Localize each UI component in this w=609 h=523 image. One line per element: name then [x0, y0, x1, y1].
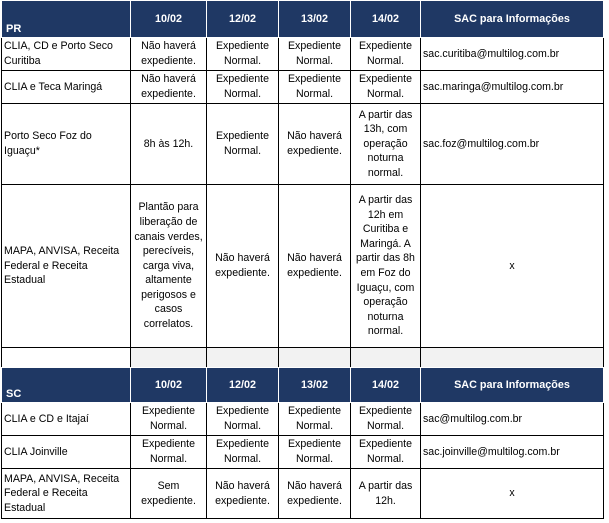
schedule-cell: Expediente Normal.	[279, 403, 351, 436]
schedule-cell: Expediente Normal.	[207, 403, 279, 436]
schedule-cell: Não haverá expediente.	[131, 38, 207, 71]
table-row	[2, 436, 604, 469]
sc-region-label: SC	[2, 368, 131, 403]
schedule-cell: A partir das 13h, com operação noturna normal.	[351, 104, 421, 185]
schedule-cell: Expediente Normal.	[131, 436, 207, 469]
schedule-cell: Expediente Normal.	[351, 403, 421, 436]
location-name: MAPA, ANVISA, Receita Federal e Receita Estadual	[2, 469, 131, 519]
schedule-cell: Expediente Normal.	[279, 436, 351, 469]
sac-email: sac.maringa@multilog.com.br	[421, 71, 604, 104]
sac-email: sac.curitiba@multilog.com.br	[421, 38, 604, 71]
pr-header-sac: SAC para Informações	[421, 1, 604, 38]
sc-header-date-4: 14/02	[351, 368, 421, 403]
location-name: Porto Seco Foz do Iguaçu*	[2, 104, 131, 185]
pr-header-date-3: 13/02	[279, 1, 351, 38]
schedule-cell: A partir das 12h em Curitiba e Maringá. A partir das 8h em Foz do Iguaçu, com operação noturna normal.	[351, 185, 421, 348]
location-name: CLIA, CD e Porto Seco Curitiba	[2, 38, 131, 71]
sc-header-date-2: 12/02	[207, 368, 279, 403]
schedule-cell: Expediente Normal.	[351, 71, 421, 104]
schedule-cell: Não haverá expediente.	[207, 469, 279, 519]
schedule-cell: Não haverá expediente.	[279, 185, 351, 348]
sc-header-sac: SAC para Informações	[421, 368, 604, 403]
location-name: CLIA Joinville	[2, 436, 131, 469]
pr-header-date-1: 10/02	[131, 1, 207, 38]
pr-header-row	[2, 1, 604, 38]
pr-schedule-table	[1, 0, 604, 368]
sac-email: sac.joinville@multilog.com.br	[421, 436, 604, 469]
schedule-cell: Expediente Normal.	[207, 38, 279, 71]
schedule-cell: Expediente Normal.	[351, 436, 421, 469]
schedule-cell: Não haverá expediente.	[279, 469, 351, 519]
schedule-cell: Não haverá expediente.	[131, 71, 207, 104]
table-row	[2, 104, 604, 185]
sac-email: sac.foz@multilog.com.br	[421, 104, 604, 185]
location-name: CLIA e Teca Maringá	[2, 71, 131, 104]
sac-email: x	[421, 469, 604, 519]
sac-email: sac@multilog.com.br	[421, 403, 604, 436]
table-row	[2, 38, 604, 71]
schedule-cell: Expediente Normal.	[279, 71, 351, 104]
pr-region-label: PR	[2, 1, 131, 38]
location-name: CLIA e CD e Itajaí	[2, 403, 131, 436]
schedule-cell: Plantão para liberação de canais verdes, perecíveis, carga viva, altamente perigosos e casos correlatos.	[131, 185, 207, 348]
pr-header-date-2: 12/02	[207, 1, 279, 38]
schedule-cell: Expediente Normal.	[207, 71, 279, 104]
schedule-cell: Expediente Normal.	[279, 38, 351, 71]
schedule-cell: Não haverá expediente.	[207, 185, 279, 348]
sc-schedule-table	[1, 367, 604, 519]
pr-header-date-4: 14/02	[351, 1, 421, 38]
schedule-cell: Sem expediente.	[131, 469, 207, 519]
schedule-cell: Não haverá expediente.	[279, 104, 351, 185]
schedule-cell: Expediente Normal.	[131, 403, 207, 436]
spacer-row	[2, 348, 604, 368]
schedule-cell: Expediente Normal.	[207, 436, 279, 469]
table-row	[2, 71, 604, 104]
schedule-cell: 8h às 12h.	[131, 104, 207, 185]
location-name: MAPA, ANVISA, Receita Federal e Receita Estadual	[2, 185, 131, 348]
schedule-cell: A partir das 12h.	[351, 469, 421, 519]
table-row	[2, 403, 604, 436]
sc-header-date-3: 13/02	[279, 368, 351, 403]
sc-header-row	[2, 368, 604, 403]
sac-email: x	[421, 185, 604, 348]
schedule-cell: Expediente Normal.	[207, 104, 279, 185]
table-row	[2, 185, 604, 348]
schedule-cell: Expediente Normal.	[351, 38, 421, 71]
table-row	[2, 469, 604, 519]
sc-header-date-1: 10/02	[131, 368, 207, 403]
